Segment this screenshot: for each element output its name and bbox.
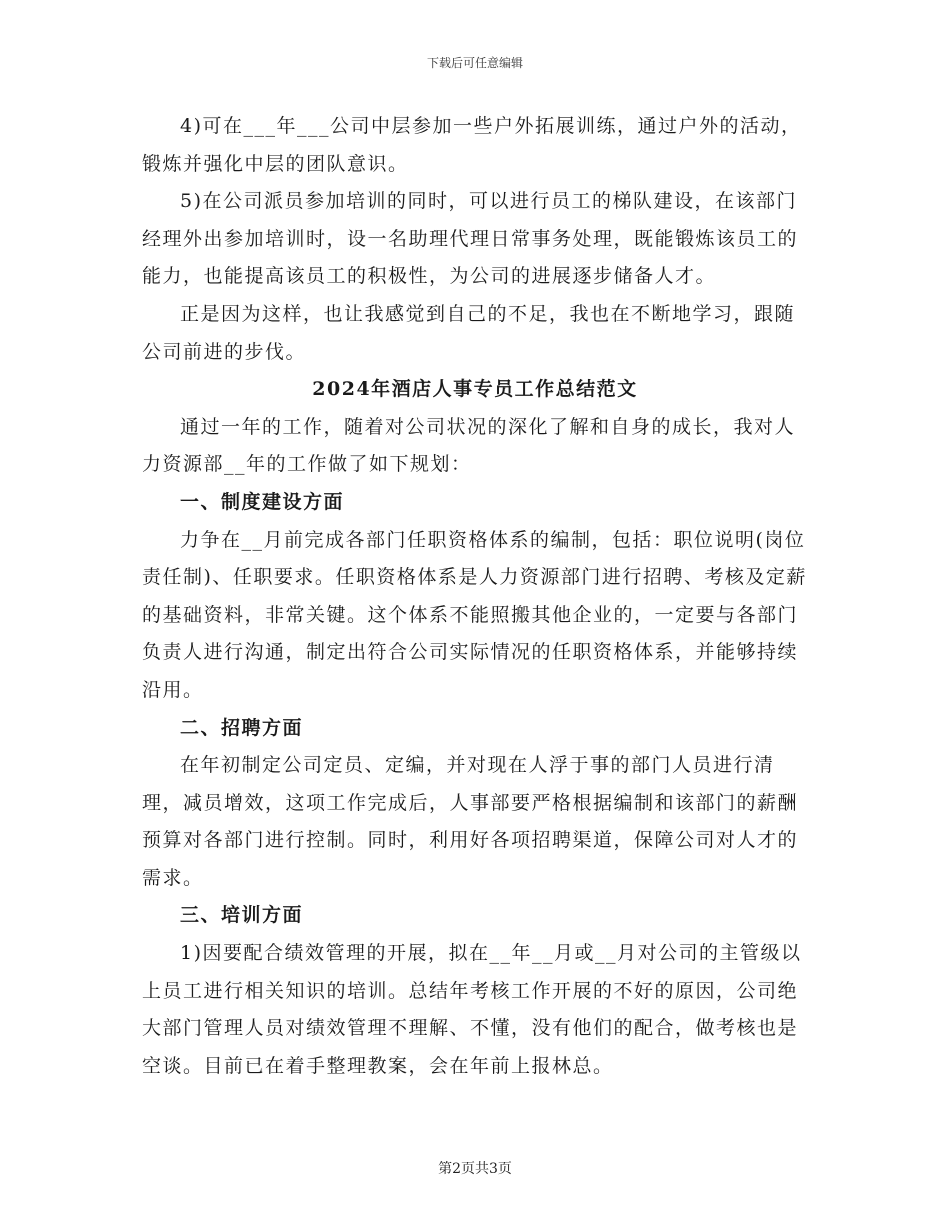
document-title: 2024年酒店人事专员工作总结范文	[312, 378, 638, 401]
section-heading-system: 一、制度建设方面	[180, 490, 345, 513]
paragraph-training: 1)因要配合绩效管理的开展，拟在__年__月或__月对公司的主管级以上员工进行相关知识的培训。总结年考核工作开展的不好的原因，公司绝大部门管理人员对绩效管理不理解、不懂，没有他们的配合，做考核也是空谈。目前已在着手整理教案，会在年前上报林总。	[142, 942, 802, 1077]
section-heading-training: 三、培训方面	[180, 904, 304, 927]
paragraph-training-outdoor: 4)可在___年___公司中层参加一些户外拓展训练，通过户外的活动，锻炼并强化中层的团队意识。	[142, 115, 802, 175]
page-number: 第2页共3页	[438, 1161, 512, 1177]
paragraph-echelon-building: 5)在公司派员参加培训的同时，可以进行员工的梯队建设，在该部门经理外出参加培训时，设一名助理代理日常事务处理，既能锻炼该员工的能力，也能提高该员工的积极性，为公司的进展逐步储备人才。	[142, 190, 799, 288]
paragraph-intro: 通过一年的工作，随着对公司状况的深化了解和自身的成长，我对人力资源部__年的工作做了如下规划：	[142, 415, 796, 476]
section-heading-recruitment: 二、招聘方面	[180, 716, 304, 739]
paragraph-system: 力争在__月前完成各部门任职资格体系的编制，包括：职位说明(岗位责任制)、任职要求。任职资格体系是人力资源部门进行招聘、考核及定薪的基础资料，非常关键。这个体系不能照搬其他企业的，一定要与各部门负责人进行沟通，制定出符合公司实际情况的任职资格体系，并能够持续沿用。	[142, 528, 807, 701]
document-body	[142, 108, 808, 1085]
paragraph-recruitment: 在年初制定公司定员、定编，并对现在人浮于事的部门人员进行清理，减员增效，这项工作完成后，人事部要严格根据编制和该部门的薪酬预算对各部门进行控制。同时，利用好各项招聘渠道，保障公司对人才的需求。	[142, 754, 799, 889]
paragraph-reflection: 正是因为这样，也让我感觉到自己的不足，我也在不断地学习，跟随公司前进的步伐。	[142, 302, 796, 363]
page-header-note: 下载后可任意编辑	[426, 56, 523, 70]
